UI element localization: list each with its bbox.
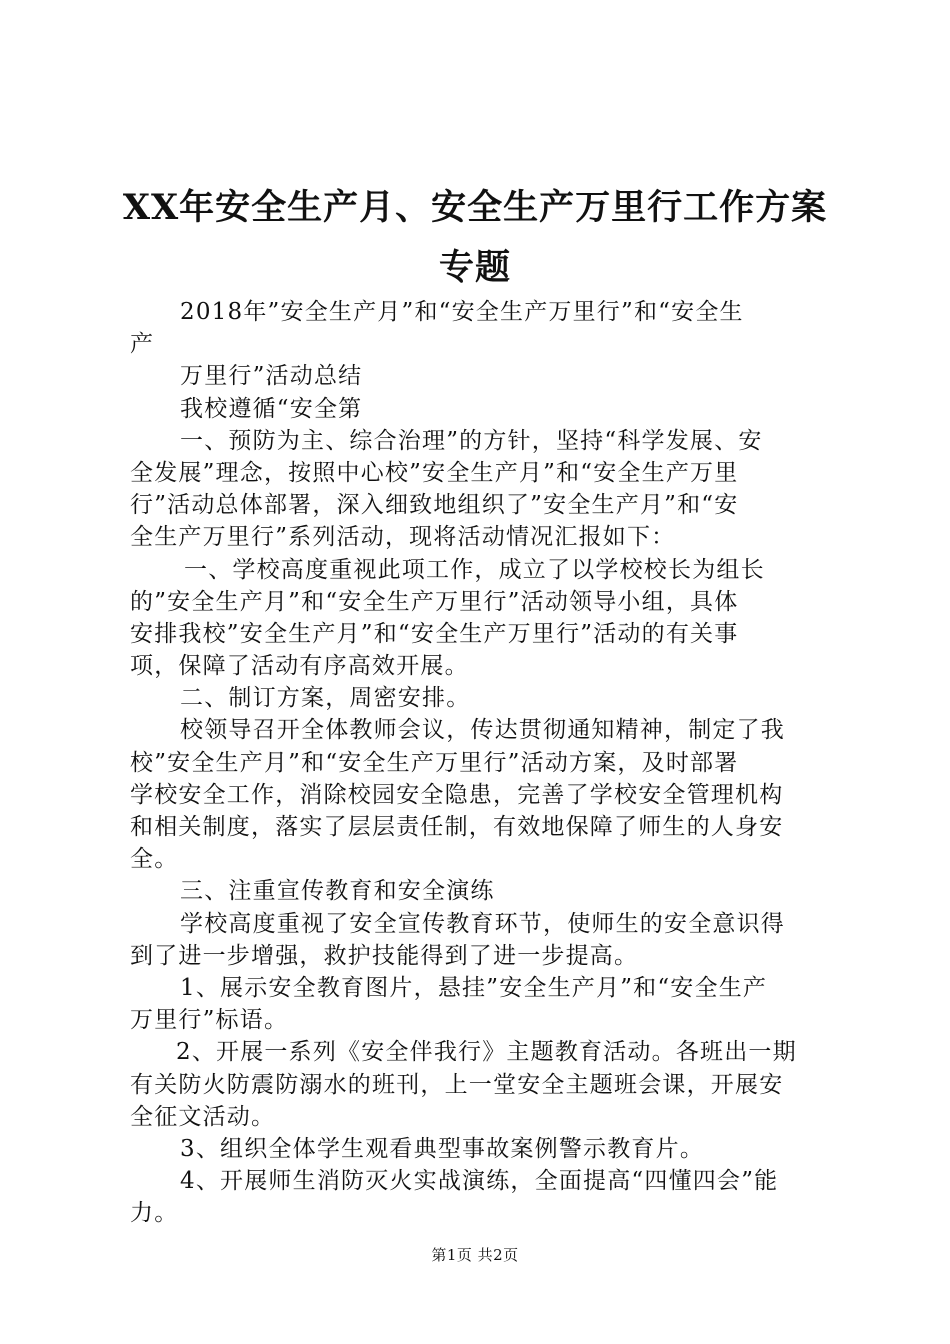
body-line: 全征文活动。 (130, 1103, 276, 1130)
body-line: 全。 (130, 846, 179, 873)
document-title-line2: 专题 (438, 247, 511, 288)
body-line: 校”安全生产月”和“安全生产万里行”活动方案，及时部署 (130, 749, 739, 776)
body-line: 万里行”标语。 (130, 1007, 289, 1034)
document-title-line1: XX年安全生产月、安全生产万里行工作方案 (122, 187, 828, 228)
body-line: 全生产万里行”系列活动，现将活动情况汇报如下： (130, 524, 676, 551)
body-line: 2018年”安全生产月”和“安全生产万里行”和“安全生 (180, 299, 744, 325)
body-line: 我校遵循“安全第 (180, 395, 363, 422)
body-line: 校领导召开全体教师会议，传达贯彻通知精神，制定了我 (180, 717, 785, 744)
body-line: 产 (130, 331, 155, 358)
body-line: 行”活动总体部署，深入细致地组织了”安全生产月”和“安 (130, 492, 739, 519)
body-line: 的”安全生产月”和“安全生产万里行”活动领导小组，具体 (130, 588, 739, 615)
body-line: 一、预防为主、综合治理”的方针，坚持“科学发展、安 (180, 427, 763, 454)
page-footer: 第1页 共2页 (431, 1246, 519, 1264)
body-line: 项，保障了活动有序高效开展。 (130, 653, 469, 680)
body-line: 1、展示安全教育图片，悬挂”安全生产月”和“安全生产 (180, 974, 768, 1001)
body-line: 万里行”活动总结 (180, 363, 363, 390)
body-line: 安排我校”安全生产月”和“安全生产万里行”活动的有关事 (130, 620, 739, 647)
body-line: 学校安全工作，消除校园安全隐患，完善了学校安全管理机构 (130, 781, 784, 808)
body-line: 4、开展师生消防灭火实战演练，全面提高“四懂四会”能 (180, 1168, 779, 1195)
document-body (130, 296, 830, 1229)
body-line: 3、组织全体学生观看典型事故案例警示教育片。 (180, 1135, 705, 1162)
body-line: 二、制订方案，周密安排。 (180, 685, 471, 712)
body-line: 三、注重宣传教育和安全演练 (180, 878, 495, 905)
body-line: 力。 (130, 1200, 179, 1227)
body-line: 到了进一步增强，救护技能得到了进一步提高。 (130, 942, 639, 969)
body-line: 全发展”理念，按照中心校”安全生产月”和“安全生产万里 (130, 459, 739, 486)
body-line: 学校高度重视了安全宣传教育环节，使师生的安全意识得 (180, 910, 785, 937)
body-line: 和相关制度，落实了层层责任制，有效地保障了师生的人身安 (130, 814, 784, 840)
body-line: 一、学校高度重视此项工作，成立了以学校校长为组长 (184, 556, 765, 583)
body-line: 有关防火防震防溺水的班刊，上一堂安全主题班会课，开展安 (130, 1071, 784, 1098)
body-line: 2、开展一系列《安全伴我行》主题教育活动。各班出一期 (176, 1039, 797, 1066)
